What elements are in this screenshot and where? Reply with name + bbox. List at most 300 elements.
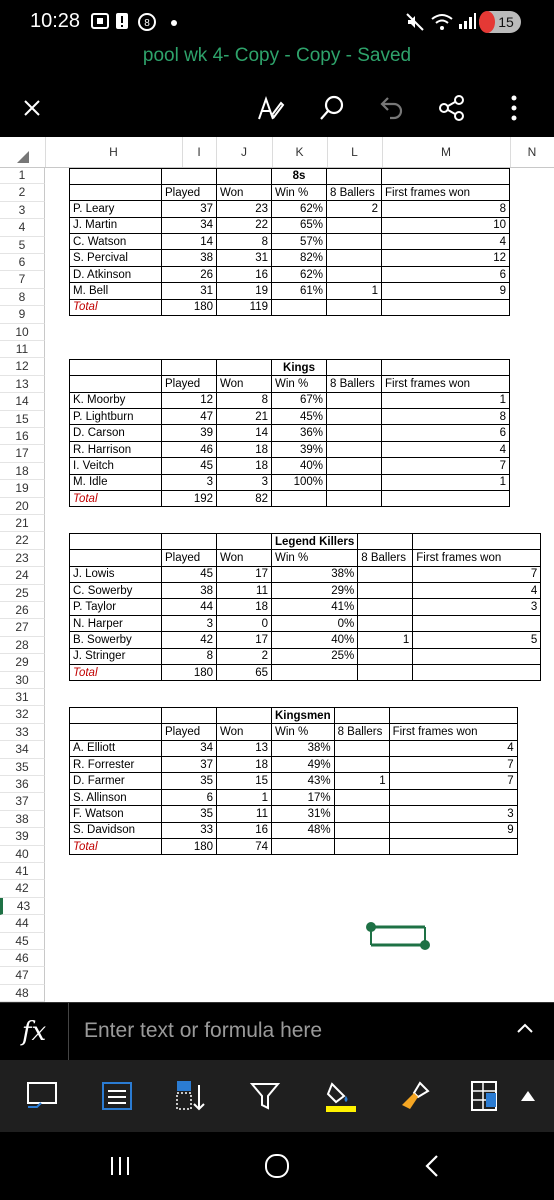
won-cell[interactable]: 18 xyxy=(217,599,272,615)
cell[interactable] xyxy=(217,359,272,375)
player-cell[interactable]: M. Idle xyxy=(70,474,162,490)
cell[interactable] xyxy=(162,533,217,549)
first-frames-cell[interactable]: 12 xyxy=(382,250,510,266)
win-pct-cell[interactable]: 61% xyxy=(272,283,327,299)
row-header[interactable]: 32 xyxy=(0,706,45,723)
player-cell[interactable]: B. Sowerby xyxy=(70,632,162,648)
close-button[interactable] xyxy=(12,88,52,128)
header-played[interactable]: Played xyxy=(162,184,217,200)
cell[interactable] xyxy=(327,359,382,375)
cell[interactable] xyxy=(334,707,389,723)
player-cell[interactable]: P. Lightburn xyxy=(70,409,162,425)
win-pct-cell[interactable]: 62% xyxy=(272,266,327,282)
first-frames-cell[interactable]: 7 xyxy=(413,566,541,582)
played-cell[interactable]: 37 xyxy=(162,757,217,773)
ballers-cell[interactable] xyxy=(334,757,389,773)
player-cell[interactable]: J. Lowis xyxy=(70,566,162,582)
row-header[interactable]: 4 xyxy=(0,219,45,236)
total-played[interactable]: 180 xyxy=(162,839,217,855)
cell[interactable] xyxy=(272,839,335,855)
win-pct-cell[interactable]: 40% xyxy=(272,458,327,474)
cell[interactable] xyxy=(272,491,327,507)
win-pct-cell[interactable]: 17% xyxy=(272,789,335,805)
row-header[interactable]: 26 xyxy=(0,602,45,619)
cell[interactable] xyxy=(389,839,517,855)
cell[interactable] xyxy=(70,707,162,723)
header-played[interactable]: Played xyxy=(162,550,217,566)
win-pct-cell[interactable]: 65% xyxy=(272,217,327,233)
cell[interactable] xyxy=(70,533,162,549)
cell[interactable] xyxy=(70,724,162,740)
won-cell[interactable]: 31 xyxy=(217,250,272,266)
won-cell[interactable]: 16 xyxy=(217,822,272,838)
win-pct-cell[interactable]: 43% xyxy=(272,773,335,789)
row-header[interactable]: 17 xyxy=(0,445,45,462)
first-frames-cell[interactable]: 6 xyxy=(382,266,510,282)
row-header[interactable]: 41 xyxy=(0,863,45,880)
first-frames-cell[interactable]: 4 xyxy=(382,441,510,457)
ballers-cell[interactable] xyxy=(327,217,382,233)
won-cell[interactable]: 15 xyxy=(217,773,272,789)
header-8-ballers[interactable]: 8 Ballers xyxy=(327,376,382,392)
cell[interactable] xyxy=(162,359,217,375)
played-cell[interactable]: 6 xyxy=(162,789,217,805)
win-pct-cell[interactable]: 67% xyxy=(272,392,327,408)
filter-button[interactable] xyxy=(243,1074,287,1118)
row-header[interactable]: 19 xyxy=(0,480,45,497)
ballers-cell[interactable] xyxy=(327,441,382,457)
played-cell[interactable]: 8 xyxy=(162,648,217,664)
cell[interactable] xyxy=(382,299,510,315)
cell[interactable] xyxy=(413,665,541,681)
win-pct-cell[interactable]: 40% xyxy=(272,632,358,648)
won-cell[interactable]: 16 xyxy=(217,266,272,282)
win-pct-cell[interactable]: 25% xyxy=(272,648,358,664)
player-cell[interactable]: M. Bell xyxy=(70,283,162,299)
row-header[interactable]: 2 xyxy=(0,184,45,201)
fill-color-button[interactable] xyxy=(318,1074,362,1118)
first-frames-cell[interactable]: 9 xyxy=(382,283,510,299)
win-pct-cell[interactable]: 0% xyxy=(272,615,358,631)
header-win-pct[interactable]: Win % xyxy=(272,184,327,200)
column-header[interactable]: M xyxy=(382,137,511,167)
format-cells-button[interactable] xyxy=(95,1074,139,1118)
ballers-cell[interactable] xyxy=(327,425,382,441)
first-frames-cell[interactable]: 7 xyxy=(389,757,517,773)
row-header[interactable]: 38 xyxy=(0,811,45,828)
header-played[interactable]: Played xyxy=(162,376,217,392)
insert-comment-button[interactable] xyxy=(20,1074,64,1118)
first-frames-cell[interactable]: 10 xyxy=(382,217,510,233)
won-cell[interactable]: 18 xyxy=(217,441,272,457)
win-pct-cell[interactable]: 38% xyxy=(272,566,358,582)
ballers-cell[interactable] xyxy=(334,789,389,805)
team-name-cell[interactable]: 8s xyxy=(272,168,327,184)
won-cell[interactable]: 14 xyxy=(217,425,272,441)
played-cell[interactable]: 37 xyxy=(162,201,217,217)
back-button[interactable] xyxy=(412,1150,452,1182)
cell[interactable] xyxy=(70,550,162,566)
won-cell[interactable]: 3 xyxy=(217,474,272,490)
expand-toolbar-button[interactable] xyxy=(506,1074,550,1118)
row-header[interactable]: 35 xyxy=(0,759,45,776)
player-cell[interactable]: C. Watson xyxy=(70,234,162,250)
played-cell[interactable]: 42 xyxy=(162,632,217,648)
header-first-frames[interactable]: First frames won xyxy=(389,724,517,740)
row-header[interactable]: 31 xyxy=(0,689,45,706)
ballers-cell[interactable] xyxy=(327,250,382,266)
total-label[interactable]: Total xyxy=(70,665,162,681)
row-header[interactable]: 39 xyxy=(0,828,45,845)
selection-handle[interactable] xyxy=(369,925,427,949)
ballers-cell[interactable] xyxy=(358,615,413,631)
total-label[interactable]: Total xyxy=(70,299,162,315)
header-8-ballers[interactable]: 8 Ballers xyxy=(334,724,389,740)
player-cell[interactable]: K. Moorby xyxy=(70,392,162,408)
win-pct-cell[interactable]: 48% xyxy=(272,822,335,838)
total-played[interactable]: 180 xyxy=(162,299,217,315)
ballers-cell[interactable] xyxy=(358,599,413,615)
ballers-cell[interactable] xyxy=(327,392,382,408)
row-header[interactable]: 27 xyxy=(0,619,45,636)
cell[interactable] xyxy=(217,707,272,723)
played-cell[interactable]: 34 xyxy=(162,740,217,756)
cell[interactable] xyxy=(162,707,217,723)
win-pct-cell[interactable]: 41% xyxy=(272,599,358,615)
first-frames-cell[interactable] xyxy=(413,648,541,664)
player-cell[interactable]: P. Leary xyxy=(70,201,162,217)
header-first-frames[interactable]: First frames won xyxy=(382,376,510,392)
header-won[interactable]: Won xyxy=(217,376,272,392)
row-header[interactable]: 44 xyxy=(0,915,45,932)
cell[interactable] xyxy=(70,359,162,375)
total-won[interactable]: 74 xyxy=(217,839,272,855)
row-header[interactable]: 29 xyxy=(0,654,45,671)
recent-apps-button[interactable] xyxy=(100,1150,140,1182)
first-frames-cell[interactable]: 1 xyxy=(382,392,510,408)
first-frames-cell[interactable] xyxy=(389,789,517,805)
won-cell[interactable]: 2 xyxy=(217,648,272,664)
column-header[interactable]: J xyxy=(216,137,273,167)
cell[interactable] xyxy=(327,168,382,184)
cell[interactable] xyxy=(382,168,510,184)
cells-area[interactable] xyxy=(45,167,554,1002)
played-cell[interactable]: 47 xyxy=(162,409,217,425)
played-cell[interactable]: 44 xyxy=(162,599,217,615)
header-win-pct[interactable]: Win % xyxy=(272,724,335,740)
played-cell[interactable]: 35 xyxy=(162,806,217,822)
column-header[interactable]: N xyxy=(527,145,537,159)
document-title[interactable]: pool wk 4- Copy - Copy - Saved xyxy=(142,45,412,66)
won-cell[interactable]: 18 xyxy=(217,757,272,773)
won-cell[interactable]: 13 xyxy=(217,740,272,756)
formula-input[interactable]: Enter text or formula here xyxy=(84,1019,323,1042)
row-header[interactable]: 9 xyxy=(0,306,45,323)
row-header[interactable]: 21 xyxy=(0,515,45,532)
row-header[interactable]: 34 xyxy=(0,741,45,758)
fx-button[interactable]: fx xyxy=(0,1003,69,1061)
player-cell[interactable]: F. Watson xyxy=(70,806,162,822)
column-header[interactable]: K xyxy=(272,137,328,167)
insert-table-button[interactable] xyxy=(462,1074,506,1118)
header-8-ballers[interactable]: 8 Ballers xyxy=(327,184,382,200)
won-cell[interactable]: 11 xyxy=(217,806,272,822)
row-header[interactable]: 33 xyxy=(0,724,45,741)
played-cell[interactable]: 33 xyxy=(162,822,217,838)
player-cell[interactable]: I. Veitch xyxy=(70,458,162,474)
cell[interactable] xyxy=(358,665,413,681)
win-pct-cell[interactable]: 57% xyxy=(272,234,327,250)
won-cell[interactable]: 8 xyxy=(217,392,272,408)
row-header[interactable]: 11 xyxy=(0,341,45,358)
total-won[interactable]: 119 xyxy=(217,299,272,315)
won-cell[interactable]: 23 xyxy=(217,201,272,217)
win-pct-cell[interactable]: 45% xyxy=(272,409,327,425)
team-name-cell[interactable]: Kingsmen xyxy=(272,707,335,723)
ballers-cell[interactable]: 1 xyxy=(358,632,413,648)
total-won[interactable]: 82 xyxy=(217,491,272,507)
total-played[interactable]: 180 xyxy=(162,665,217,681)
ballers-cell[interactable] xyxy=(327,458,382,474)
player-cell[interactable]: J. Stringer xyxy=(70,648,162,664)
first-frames-cell[interactable]: 7 xyxy=(382,458,510,474)
cell[interactable] xyxy=(334,839,389,855)
ballers-cell[interactable]: 1 xyxy=(334,773,389,789)
played-cell[interactable]: 31 xyxy=(162,283,217,299)
win-pct-cell[interactable]: 100% xyxy=(272,474,327,490)
cell[interactable] xyxy=(358,533,413,549)
row-header[interactable]: 47 xyxy=(0,967,45,984)
row-header[interactable]: 46 xyxy=(0,950,45,967)
row-header[interactable]: 3 xyxy=(0,202,45,219)
player-cell[interactable]: R. Harrison xyxy=(70,441,162,457)
won-cell[interactable]: 22 xyxy=(217,217,272,233)
player-cell[interactable]: S. Davidson xyxy=(70,822,162,838)
first-frames-cell[interactable]: 3 xyxy=(389,806,517,822)
row-header[interactable]: 13 xyxy=(0,376,45,393)
first-frames-cell[interactable]: 3 xyxy=(413,599,541,615)
header-8-ballers[interactable]: 8 Ballers xyxy=(358,550,413,566)
cell[interactable] xyxy=(217,533,272,549)
win-pct-cell[interactable]: 82% xyxy=(272,250,327,266)
search-button[interactable] xyxy=(312,88,352,128)
win-pct-cell[interactable]: 29% xyxy=(272,583,358,599)
row-header[interactable]: 14 xyxy=(0,393,45,410)
win-pct-cell[interactable]: 36% xyxy=(272,425,327,441)
row-header[interactable]: 20 xyxy=(0,498,45,515)
first-frames-cell[interactable] xyxy=(413,615,541,631)
column-header[interactable]: L xyxy=(327,137,383,167)
first-frames-cell[interactable]: 4 xyxy=(389,740,517,756)
total-played[interactable]: 192 xyxy=(162,491,217,507)
won-cell[interactable]: 18 xyxy=(217,458,272,474)
row-header[interactable]: 7 xyxy=(0,271,45,288)
player-cell[interactable]: S. Allinson xyxy=(70,789,162,805)
format-painter-button[interactable] xyxy=(393,1074,437,1118)
first-frames-cell[interactable]: 8 xyxy=(382,409,510,425)
team-table xyxy=(69,533,541,682)
played-cell[interactable]: 12 xyxy=(162,392,217,408)
won-cell[interactable]: 0 xyxy=(217,615,272,631)
ballers-cell[interactable] xyxy=(358,648,413,664)
player-cell[interactable]: D. Farmer xyxy=(70,773,162,789)
ballers-cell[interactable]: 1 xyxy=(327,283,382,299)
first-frames-cell[interactable]: 8 xyxy=(382,201,510,217)
row-header[interactable]: 42 xyxy=(0,880,45,897)
ballers-cell[interactable] xyxy=(334,822,389,838)
cell[interactable] xyxy=(70,184,162,200)
ballers-cell[interactable] xyxy=(358,583,413,599)
player-cell[interactable]: P. Taylor xyxy=(70,599,162,615)
header-win-pct[interactable]: Win % xyxy=(272,550,358,566)
cell[interactable] xyxy=(389,707,517,723)
total-won[interactable]: 65 xyxy=(217,665,272,681)
row-header[interactable]: 16 xyxy=(0,428,45,445)
win-pct-cell[interactable]: 39% xyxy=(272,441,327,457)
played-cell[interactable]: 3 xyxy=(162,474,217,490)
cell[interactable] xyxy=(217,168,272,184)
cell[interactable] xyxy=(327,299,382,315)
row-header[interactable]: 15 xyxy=(0,411,45,428)
played-cell[interactable]: 46 xyxy=(162,441,217,457)
first-frames-cell[interactable]: 9 xyxy=(389,822,517,838)
win-pct-cell[interactable]: 38% xyxy=(272,740,335,756)
ballers-cell[interactable] xyxy=(327,234,382,250)
win-pct-cell[interactable]: 49% xyxy=(272,757,335,773)
player-cell[interactable]: S. Percival xyxy=(70,250,162,266)
cell[interactable] xyxy=(70,168,162,184)
ballers-cell[interactable] xyxy=(334,806,389,822)
won-cell[interactable]: 8 xyxy=(217,234,272,250)
draw-button[interactable] xyxy=(250,88,290,128)
player-cell[interactable]: J. Martin xyxy=(70,217,162,233)
cell[interactable] xyxy=(413,533,541,549)
cell[interactable] xyxy=(162,168,217,184)
player-cell[interactable]: C. Sowerby xyxy=(70,583,162,599)
first-frames-cell[interactable]: 4 xyxy=(382,234,510,250)
row-header[interactable]: 48 xyxy=(0,985,45,1002)
row-header[interactable]: 28 xyxy=(0,637,45,654)
won-cell[interactable]: 1 xyxy=(217,789,272,805)
ballers-cell[interactable] xyxy=(327,474,382,490)
total-label[interactable]: Total xyxy=(70,839,162,855)
player-cell[interactable]: R. Forrester xyxy=(70,757,162,773)
home-button[interactable] xyxy=(257,1150,297,1182)
row-header[interactable]: 18 xyxy=(0,463,45,480)
row-header[interactable]: 40 xyxy=(0,846,45,863)
cell[interactable] xyxy=(272,299,327,315)
row-header[interactable]: 5 xyxy=(0,237,45,254)
player-cell[interactable]: A. Elliott xyxy=(70,740,162,756)
more-button[interactable] xyxy=(494,88,534,128)
played-cell[interactable]: 26 xyxy=(162,266,217,282)
header-won[interactable]: Won xyxy=(217,184,272,200)
ballers-cell[interactable] xyxy=(334,740,389,756)
player-cell[interactable]: N. Harper xyxy=(70,615,162,631)
table-row xyxy=(70,648,541,664)
team-name-cell[interactable]: Legend Killers xyxy=(272,533,358,549)
row-header[interactable]: 43 xyxy=(0,898,45,915)
header-won[interactable]: Won xyxy=(217,550,272,566)
header-win-pct[interactable]: Win % xyxy=(272,376,327,392)
row-header[interactable]: 8 xyxy=(0,289,45,306)
row-header[interactable]: 36 xyxy=(0,776,45,793)
played-cell[interactable]: 34 xyxy=(162,217,217,233)
played-cell[interactable]: 3 xyxy=(162,615,217,631)
row-header[interactable]: 25 xyxy=(0,585,45,602)
played-cell[interactable]: 39 xyxy=(162,425,217,441)
team-name-cell[interactable]: Kings xyxy=(272,359,327,375)
header-first-frames[interactable]: First frames won xyxy=(413,550,541,566)
undo-button[interactable] xyxy=(372,88,412,128)
share-button[interactable] xyxy=(432,88,472,128)
won-cell[interactable]: 17 xyxy=(217,632,272,648)
ballers-cell[interactable] xyxy=(358,566,413,582)
ballers-cell[interactable] xyxy=(327,266,382,282)
row-header[interactable]: 23 xyxy=(0,550,45,567)
spreadsheet-grid[interactable] xyxy=(0,137,554,1002)
header-won[interactable]: Won xyxy=(217,724,272,740)
played-cell[interactable]: 38 xyxy=(162,250,217,266)
player-cell[interactable]: D. Carson xyxy=(70,425,162,441)
player-cell[interactable]: D. Atkinson xyxy=(70,266,162,282)
first-frames-cell[interactable]: 4 xyxy=(413,583,541,599)
row-header[interactable]: 10 xyxy=(0,324,45,341)
header-first-frames[interactable]: First frames won xyxy=(382,184,510,200)
played-cell[interactable]: 38 xyxy=(162,583,217,599)
played-cell[interactable]: 14 xyxy=(162,234,217,250)
row-header[interactable]: 45 xyxy=(0,933,45,950)
row-header[interactable]: 12 xyxy=(0,358,45,375)
column-header[interactable]: I xyxy=(182,137,217,167)
won-cell[interactable]: 19 xyxy=(217,283,272,299)
total-label[interactable]: Total xyxy=(70,491,162,507)
header-played[interactable]: Played xyxy=(162,724,217,740)
played-cell[interactable]: 35 xyxy=(162,773,217,789)
played-cell[interactable]: 45 xyxy=(162,566,217,582)
won-cell[interactable]: 11 xyxy=(217,583,272,599)
table-row xyxy=(70,566,541,582)
sort-button[interactable] xyxy=(168,1074,212,1118)
select-all-corner[interactable] xyxy=(0,137,46,167)
row-header[interactable]: 22 xyxy=(0,532,45,549)
row-header[interactable]: 6 xyxy=(0,254,45,271)
cell[interactable] xyxy=(382,359,510,375)
column-header[interactable]: H xyxy=(45,137,183,167)
won-cell[interactable]: 17 xyxy=(217,566,272,582)
row-header[interactable]: 24 xyxy=(0,567,45,584)
ballers-cell[interactable] xyxy=(327,409,382,425)
win-pct-cell[interactable]: 31% xyxy=(272,806,335,822)
ballers-cell[interactable]: 2 xyxy=(327,201,382,217)
cell[interactable] xyxy=(70,376,162,392)
expand-formula-button[interactable] xyxy=(516,1021,534,1039)
first-frames-cell[interactable]: 6 xyxy=(382,425,510,441)
played-cell[interactable]: 45 xyxy=(162,458,217,474)
row-header[interactable]: 30 xyxy=(0,672,45,689)
first-frames-cell[interactable]: 1 xyxy=(382,474,510,490)
first-frames-cell[interactable]: 5 xyxy=(413,632,541,648)
cell[interactable] xyxy=(327,491,382,507)
cell[interactable] xyxy=(272,665,358,681)
row-header[interactable]: 37 xyxy=(0,793,45,810)
first-frames-cell[interactable]: 7 xyxy=(389,773,517,789)
row-header[interactable]: 1 xyxy=(0,167,45,184)
won-cell[interactable]: 21 xyxy=(217,409,272,425)
table-row xyxy=(70,773,518,789)
cell[interactable] xyxy=(382,491,510,507)
win-pct-cell[interactable]: 62% xyxy=(272,201,327,217)
